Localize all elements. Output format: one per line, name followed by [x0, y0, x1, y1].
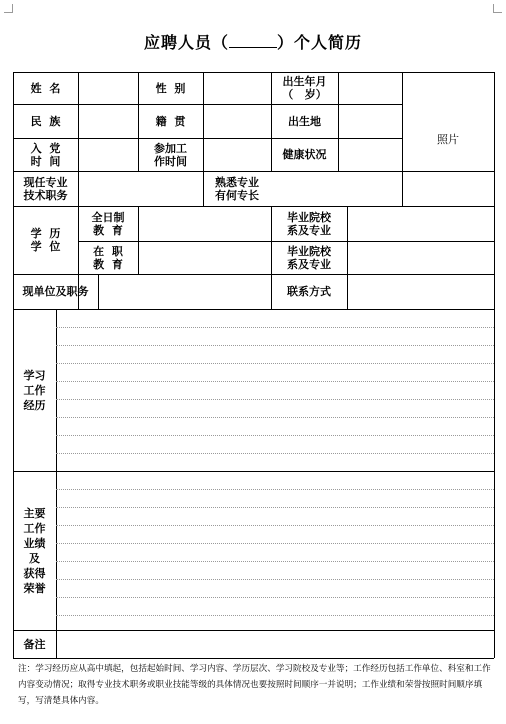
vline-l: [56, 309, 57, 658]
label-school-major-1: 毕业院校 系及专业: [287, 210, 331, 237]
crop-mark-top-left: [4, 4, 13, 13]
writing-line: [56, 507, 494, 508]
label-party-join-time: 入 党 时 间: [30, 141, 61, 168]
page-title: [0, 30, 506, 53]
label-native-place: 籍 贯: [155, 114, 186, 128]
label-remarks: 备注: [23, 637, 46, 651]
label-birthplace: 出生地: [288, 114, 321, 128]
writing-line: [56, 435, 494, 436]
title-blank[interactable]: [229, 33, 277, 48]
writing-line: [56, 363, 494, 364]
hline-8: [13, 309, 494, 310]
label-ethnicity: 民 族: [30, 114, 61, 128]
title-suffix: ）个人简历: [277, 33, 363, 52]
hline-10: [13, 630, 494, 631]
label-contact: 联系方式: [287, 285, 331, 298]
vline-outer-right: [494, 72, 495, 658]
label-fulltime-education: 全日制 教 育: [91, 210, 125, 237]
hline-11: [13, 658, 494, 659]
footnote: 注：学习经历应从高中填起，包括起始时间、学习内容、学历层次、学习院校及专业等；工作经历包括工作单位、科室和工作内容变动情况；取得专业技术职务或职业技能等级的具体情况也要按照时间顺序一并说明；工作业绩和荣誉按照时间顺序填写，写清楚具体内容。: [18, 664, 491, 706]
vline-e: [338, 72, 339, 171]
label-name: 姓 名: [30, 81, 61, 95]
label-birth-date: 出生年月 （ 岁）: [282, 75, 327, 101]
label-achievements-honors: 主要 工作 业绩 及 获得 荣誉: [23, 506, 46, 595]
label-current-technical-title: 现任专业 技术职务: [23, 175, 68, 202]
writing-line: [56, 381, 494, 382]
vline-g: [138, 206, 139, 274]
label-current-unit-position: 现单位及职务: [22, 285, 89, 298]
writing-line: [56, 327, 494, 328]
label-work-start-time: 参加工 作时间: [154, 141, 187, 168]
writing-line: [56, 615, 494, 616]
writing-line: [56, 561, 494, 562]
label-education-degree: 学 历 学 位: [30, 227, 61, 253]
title-prefix: 应聘人员（: [143, 33, 229, 52]
label-school-major-2: 毕业院校 系及专业: [287, 244, 331, 271]
writing-line: [56, 579, 494, 580]
writing-line: [56, 417, 494, 418]
writing-line: [56, 597, 494, 598]
vline-j: [98, 274, 99, 309]
photo-cell[interactable]: 照片: [437, 132, 459, 146]
writing-line: [56, 453, 494, 454]
label-health-status: 健康状况: [282, 148, 327, 161]
writing-line: [56, 399, 494, 400]
writing-line: [56, 345, 494, 346]
writing-line: [56, 525, 494, 526]
writing-line: [56, 489, 494, 490]
writing-line: [56, 543, 494, 544]
label-specialty: 熟悉专业 有何专长: [215, 175, 259, 202]
label-inservice-education: 在 职 教 育: [93, 244, 123, 271]
vline-i: [347, 206, 348, 309]
label-study-work-history: 学习 工作 经历: [23, 368, 46, 412]
label-gender: 性 别: [155, 81, 186, 95]
hline-9: [13, 471, 494, 472]
crop-mark-top-right: [493, 4, 502, 13]
